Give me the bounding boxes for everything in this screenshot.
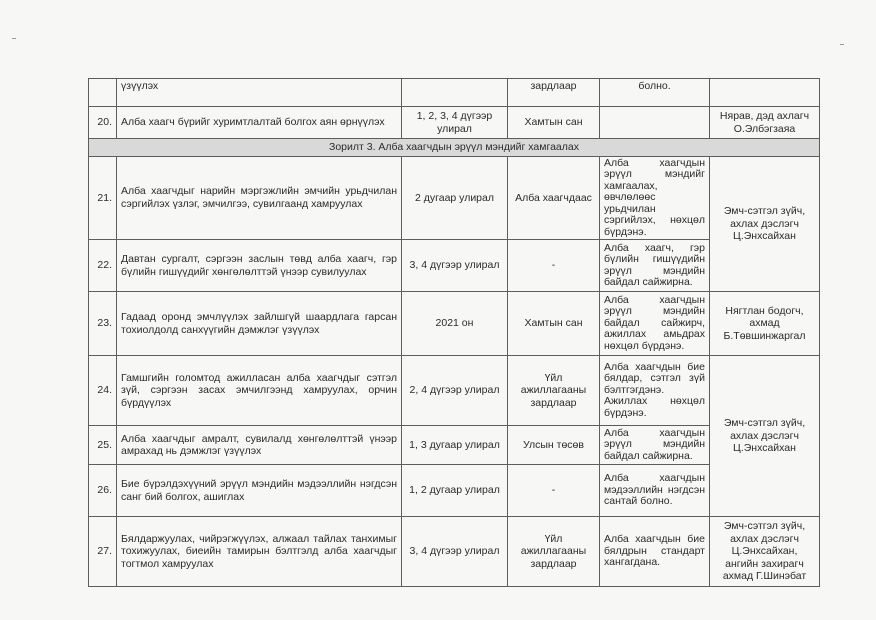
table-row bbox=[89, 79, 820, 107]
row-number-cell: 22. bbox=[89, 240, 117, 292]
table-row bbox=[89, 292, 820, 356]
responsible-cell bbox=[710, 79, 820, 107]
result-cell: Алба хаагч, гэр бүлийн гишүүдийн эрүүл мэндийн байдал сайжирна. bbox=[600, 240, 710, 292]
responsible-cell: Эмч-сэтгэл зүйч, ахлах дэслэгч Ц.Энхсайхан, ангийн захирагч ахмад Г.Шинэбат bbox=[710, 517, 820, 587]
table-row bbox=[89, 156, 820, 240]
funding-cell: - bbox=[508, 240, 600, 292]
funding-cell: Улсын төсөв bbox=[508, 426, 600, 465]
result-cell: Алба хаагчдын мэдээллийн нэгдсэн сантай болно. bbox=[600, 465, 710, 517]
activity-cell: Алба хаагч бүрийг хуримтлалтай болгох аян өрнүүлэх bbox=[117, 107, 402, 139]
activity-cell: үзүүлэх bbox=[117, 79, 402, 107]
table-row bbox=[89, 107, 820, 139]
row-number-cell: 27. bbox=[89, 517, 117, 587]
result-cell bbox=[600, 107, 710, 139]
activity-cell: Бялдаржуулах, чийрэгжүүлэх, алжаал тайлах танхимыг тохижуулах, биеийн тамирын бэлтгэлд алба хаагчдыг тогтмол хамруулах bbox=[117, 517, 402, 587]
timeline-cell: 2, 4 дүгээр улирал bbox=[402, 356, 508, 426]
row-number-cell: 21. bbox=[89, 156, 117, 240]
result-cell: Алба хаагчдын эрүүл мэндийг хамгаалах, өвчлөлөөс урьдчилан сэргийлэх, нөхцөл бүрдэнэ. bbox=[600, 156, 710, 240]
funding-cell: - bbox=[508, 465, 600, 517]
row-number-cell: 20. bbox=[89, 107, 117, 139]
timeline-cell: 3, 4 дүгээр улирал bbox=[402, 517, 508, 587]
responsible-cell: Нягтлан бодогч, ахмад Б.Төвшинжаргал bbox=[710, 292, 820, 356]
result-cell: Алба хаагчдын бие бялдар, сэтгэл зүй бэлтгэгдэнэ. Ажиллах нөхцөл бүрдэнэ. bbox=[600, 356, 710, 426]
row-number-cell: 24. bbox=[89, 356, 117, 426]
result-cell: Алба хаагчдын эрүүл мэндийн байдал сайжирч, ажиллах амьдрах нөхцөл бүрдэнэ. bbox=[600, 292, 710, 356]
action-plan-table bbox=[88, 78, 820, 587]
row-number-cell: 23. bbox=[89, 292, 117, 356]
funding-cell: Хамтын сан bbox=[508, 107, 600, 139]
activity-cell: Алба хаагчдыг амралт, сувилалд хөнгөлөлттэй үнээр амрахад нь дэмжлэг үзүүлэх bbox=[117, 426, 402, 465]
timeline-cell: 3, 4 дүгээр улирал bbox=[402, 240, 508, 292]
table-row bbox=[89, 517, 820, 587]
result-cell: Алба хаагчдын бие бялдрын стандарт хангагдана. bbox=[600, 517, 710, 587]
activity-cell: Гадаад оронд эмчлүүлэх зайлшгүй шаардлага гарсан тохиолдолд санхүүгийн дэмжлэг үзүүлэх bbox=[117, 292, 402, 356]
timeline-cell: 1, 2, 3, 4 дүгээр улирал bbox=[402, 107, 508, 139]
responsible-cell: Нярав, дэд ахлагч О.Элбэгзаяа bbox=[710, 107, 820, 139]
result-cell: болно. bbox=[600, 79, 710, 107]
funding-cell: Үйл ажиллагааны зардлаар bbox=[508, 517, 600, 587]
timeline-cell bbox=[402, 79, 508, 107]
section-heading: Зорилт 3. Алба хаагчдын эрүүл мэндийг хамгаалах bbox=[89, 139, 820, 157]
activity-cell: Бие бүрэлдэхүүний эрүүл мэндийн мэдээллийн нэгдсэн санг бий болгох, ашиглах bbox=[117, 465, 402, 517]
activity-cell: Гамшгийн голомтод ажилласан алба хаагчдыг сэтгэл зүй, сэргээн засах эмчилгээнд хамруулах, орчин бүрдүүлэх bbox=[117, 356, 402, 426]
activity-cell: Давтан сургалт, сэргээн заслын төвд алба хаагч, гэр бүлийн гишүүдийг хөнгөлөлттэй үнээр сувилуулах bbox=[117, 240, 402, 292]
timeline-cell: 2 дугаар улирал bbox=[402, 156, 508, 240]
section-heading-row bbox=[89, 139, 820, 157]
row-number-cell: 26. bbox=[89, 465, 117, 517]
scan-mark bbox=[12, 38, 16, 39]
funding-cell: Үйл ажиллагааны зардлаар bbox=[508, 356, 600, 426]
row-number-cell bbox=[89, 79, 117, 107]
responsible-cell: Эмч-сэтгэл зүйч, ахлах дэслэгч Ц.Энхсайхан bbox=[710, 156, 820, 292]
table-row bbox=[89, 356, 820, 426]
timeline-cell: 1, 3 дугаар улирал bbox=[402, 426, 508, 465]
activity-cell: Алба хаагчдыг нарийн мэргэжлийн эмчийн урьдчилан сэргийлэх үзлэг, эмчилгээ, сувилгаанд хамруулах bbox=[117, 156, 402, 240]
row-number-cell: 25. bbox=[89, 426, 117, 465]
timeline-cell: 2021 он bbox=[402, 292, 508, 356]
result-cell: Алба хаагчдын эрүүл мэндийн байдал сайжирна. bbox=[600, 426, 710, 465]
scan-mark bbox=[840, 44, 844, 45]
timeline-cell: 1, 2 дугаар улирал bbox=[402, 465, 508, 517]
funding-cell: зардлаар bbox=[508, 79, 600, 107]
funding-cell: Хамтын сан bbox=[508, 292, 600, 356]
funding-cell: Алба хаагчдаас bbox=[508, 156, 600, 240]
responsible-cell: Эмч-сэтгэл зүйч, ахлах дэслэгч Ц.Энхсайхан bbox=[710, 356, 820, 517]
